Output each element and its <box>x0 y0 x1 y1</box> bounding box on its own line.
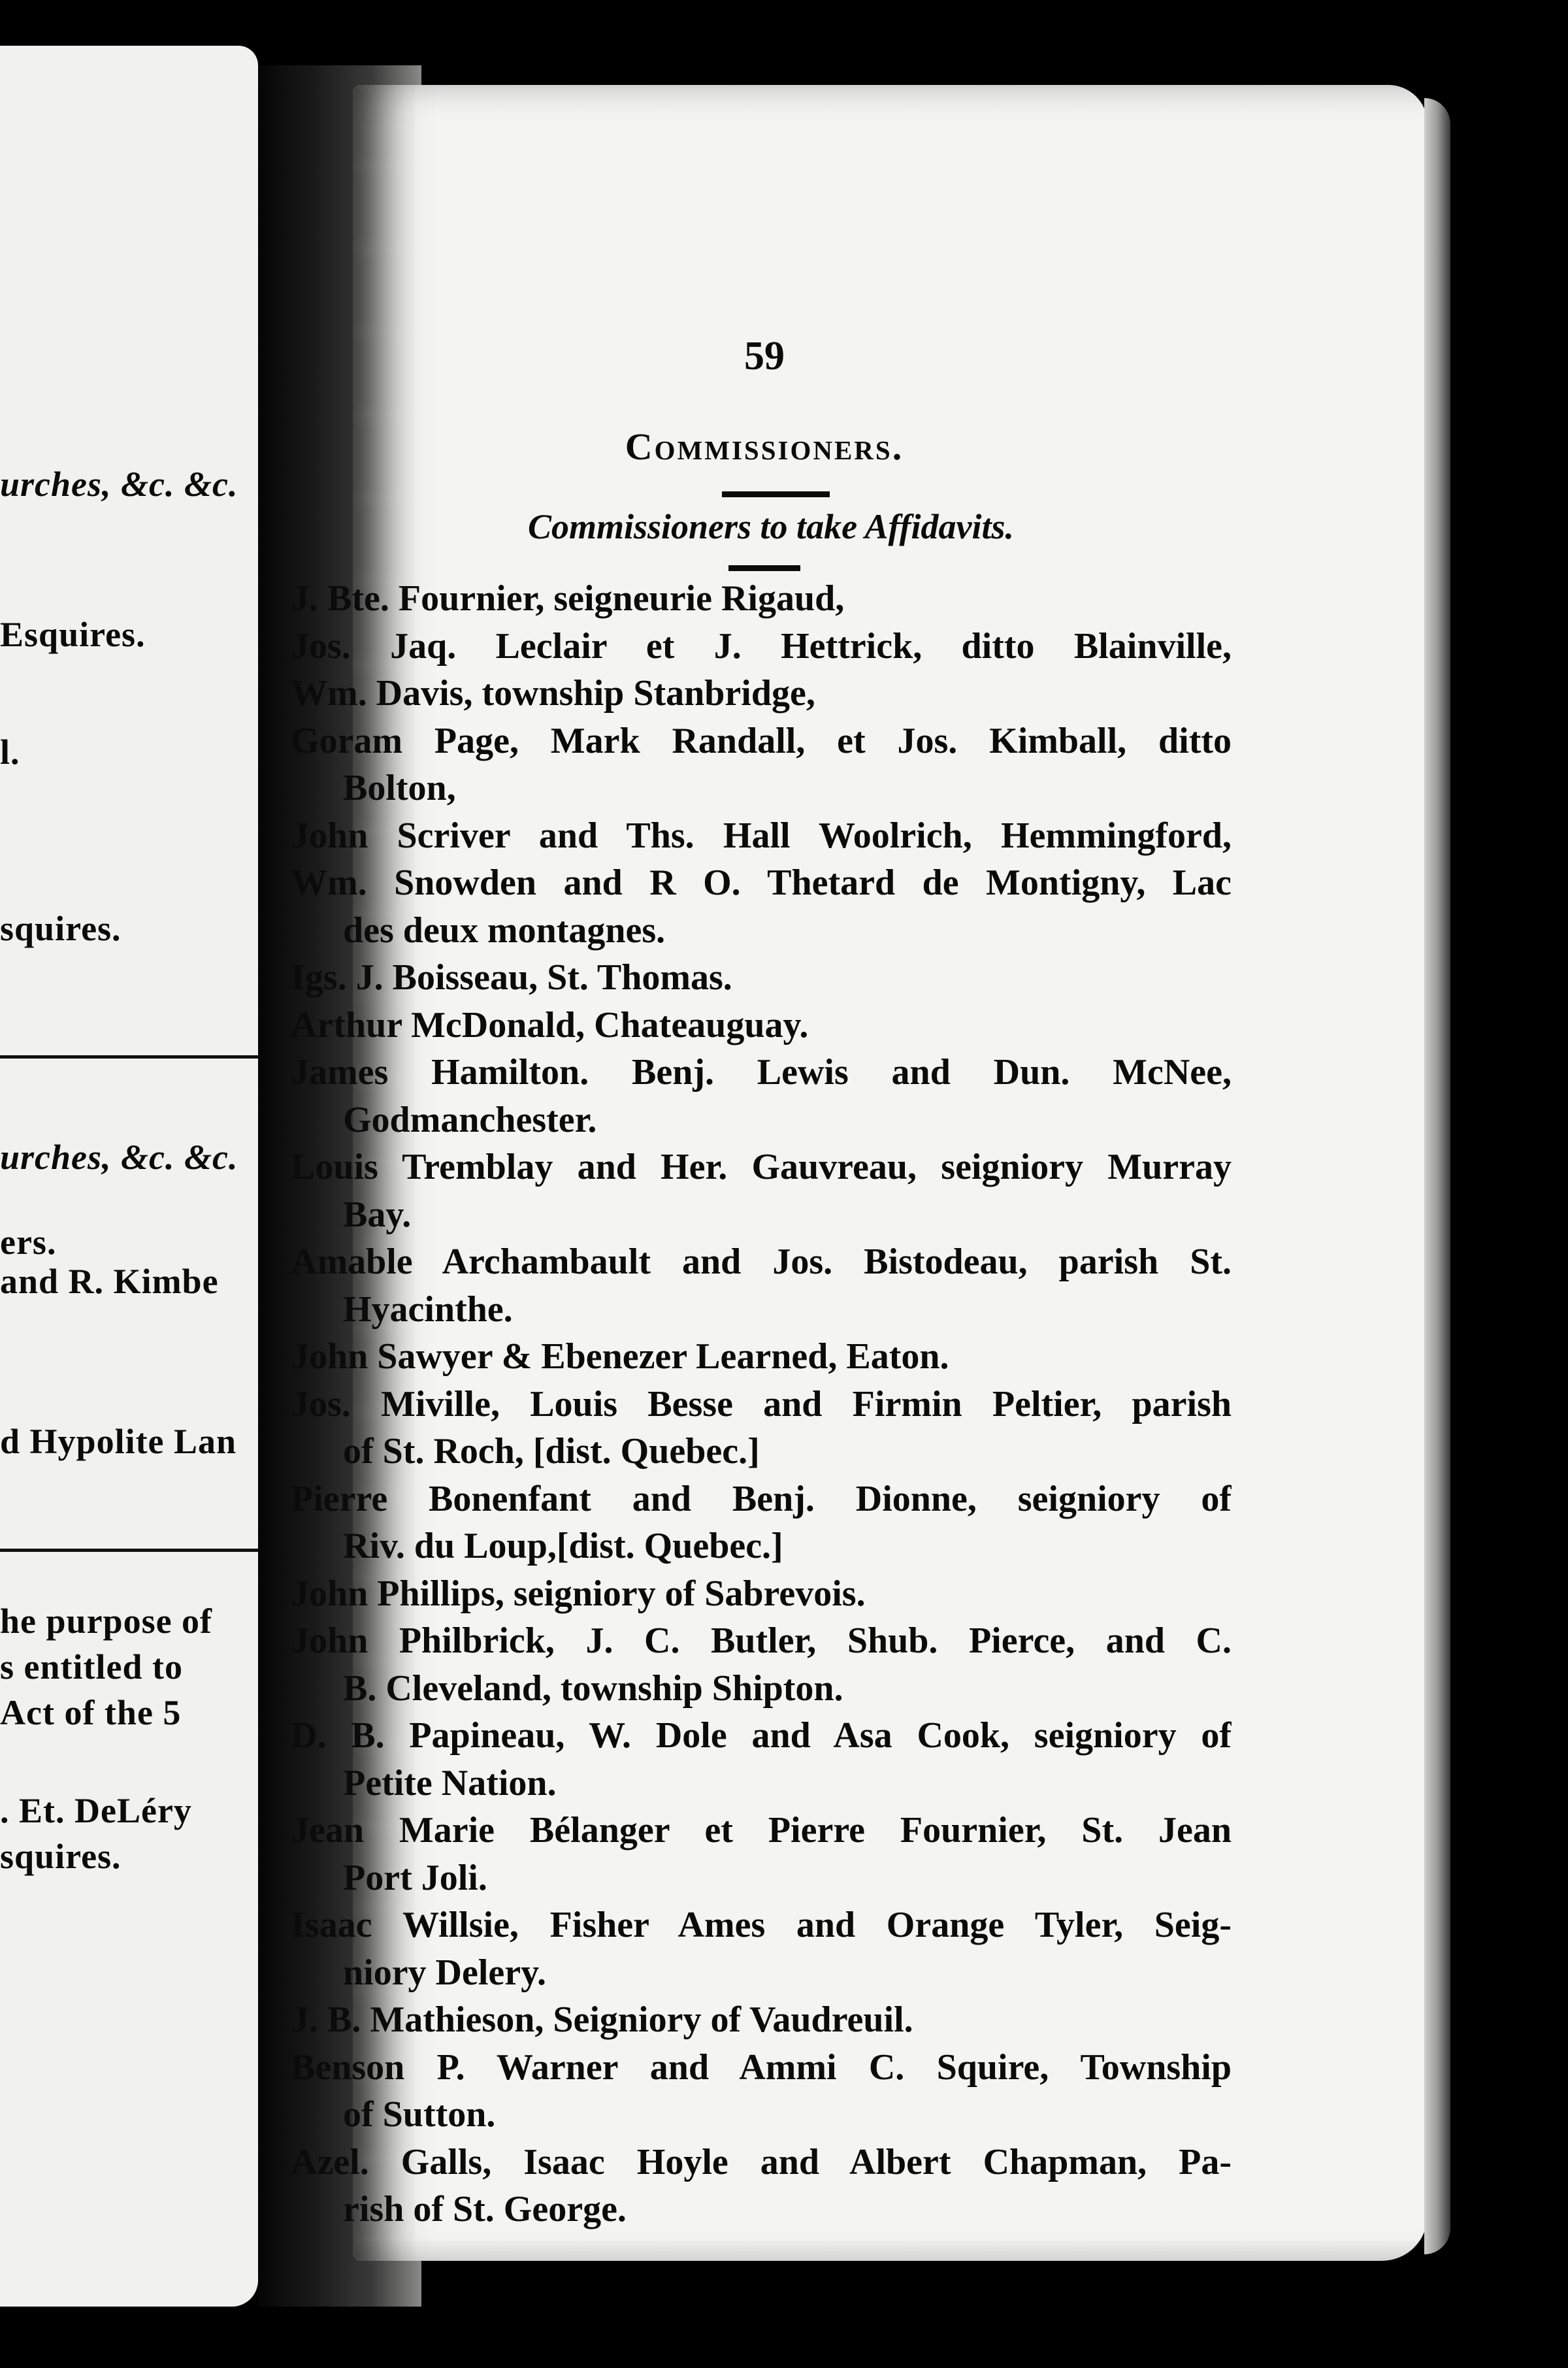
commissioner-entry-line: Riv. du Loup,[dist. Quebec.] <box>343 1526 783 1566</box>
commissioner-entry-line: J. Bte. Fournier, seigneurie Rigaud, <box>291 578 845 619</box>
left-page-line: urches, &c. &c. <box>0 465 238 504</box>
left-page-line: Act of the 5 <box>0 1693 182 1732</box>
commissioner-entry-line: Jos. Jaq. Leclair et J. Hettrick, ditto Blainville, <box>291 625 1232 666</box>
page-number: 59 <box>744 334 785 378</box>
commissioner-entry-line: Isaac Willsie, Fisher Ames and Orange Tyler, Seig- <box>291 1905 1232 1945</box>
commissioner-entry-line: B. Cleveland, township Shipton. <box>343 1668 843 1709</box>
left-page-line: squires. <box>0 1837 122 1876</box>
left-page <box>0 46 258 2307</box>
left-page-line: l. <box>0 732 20 772</box>
left-page-line: urches, &c. &c. <box>0 1138 238 1177</box>
left-page-line: he purpose of <box>0 1602 213 1641</box>
commissioner-entry-line: Louis Tremblay and Her. Gauvreau, seigniory Murray <box>291 1147 1232 1187</box>
commissioner-entry-line: Arthur McDonald, Chateauguay. <box>291 1004 809 1045</box>
commissioner-entry-line: Port Joli. <box>343 1857 487 1898</box>
left-page-line: d Hypolite Lan <box>0 1422 237 1461</box>
left-page-rule <box>0 1549 258 1552</box>
commissioner-entry-line: Amable Archambault and Jos. Bistodeau, parish St. <box>291 1242 1232 1282</box>
commissioner-entry-line: Bay. <box>343 1194 412 1235</box>
left-page-line: s entitled to <box>0 1647 183 1686</box>
commissioner-entry-line: of St. Roch, [dist. Quebec.] <box>343 1431 760 1472</box>
commissioner-entry-line: John Philbrick, J. C. Butler, Shub. Pierce, and C. <box>291 1620 1232 1661</box>
commissioner-entry-line: John Scriver and Ths. Hall Woolrich, Hemmingford, <box>291 815 1232 856</box>
subheading-rule <box>728 565 800 571</box>
left-page-line: and R. Kimbe <box>0 1262 219 1301</box>
left-page-line: . Et. DeLéry <box>0 1791 192 1830</box>
heading-rule <box>722 491 830 497</box>
left-page-line: squires. <box>0 909 122 948</box>
commissioner-list <box>291 575 1232 2233</box>
commissioner-entry-line: of Sutton. <box>343 2094 496 2135</box>
commissioner-entry-line: rish of St. George. <box>343 2189 627 2229</box>
commissioner-entry-line: Jean Marie Bélanger et Pierre Fournier, St. Jean <box>291 1810 1232 1850</box>
commissioner-entry-line: John Phillips, seigniory of Sabrevois. <box>291 1573 866 1614</box>
commissioner-entry-line: Jos. Miville, Louis Besse and Firmin Peltier, parish <box>291 1383 1232 1424</box>
commissioner-entry-line: Azel. Galls, Isaac Hoyle and Albert Chapman, Pa- <box>291 2141 1232 2182</box>
section-heading: Commissioners. <box>625 425 904 468</box>
left-page-rule <box>0 1055 258 1059</box>
page-edge <box>1424 98 1450 2254</box>
commissioner-entry-line: Godmanchester. <box>343 1099 597 1140</box>
commissioner-entry-line: John Sawyer & Ebenezer Learned, Eaton. <box>291 1336 949 1377</box>
section-subheading: Commissioners to take Affidavits. <box>527 507 1015 546</box>
commissioner-entry-line: J. B. Mathieson, Seigniory of Vaudreuil. <box>291 1999 913 2040</box>
commissioner-entry-line: Hyacinthe. <box>343 1289 513 1330</box>
commissioner-entry-line: Goram Page, Mark Randall, et Jos. Kimball, ditto <box>291 720 1232 761</box>
left-page-line: ers. <box>0 1223 57 1262</box>
commissioner-entry-line: Bolton, <box>343 768 456 808</box>
commissioner-entry-line: Pierre Bonenfant and Benj. Dionne, seigniory of <box>291 1478 1232 1519</box>
commissioner-entry-line: des deux montagnes. <box>343 910 666 951</box>
commissioner-entry-line: Igs. J. Boisseau, St. Thomas. <box>291 957 732 998</box>
commissioner-entry-line: Benson P. Warner and Ammi C. Squire, Township <box>291 2047 1232 2088</box>
commissioner-entry-line: Wm. Davis, township Stanbridge, <box>291 673 815 714</box>
commissioner-entry-line: James Hamilton. Benj. Lewis and Dun. McNee, <box>291 1052 1232 1093</box>
commissioner-entry-line: niory Delery. <box>343 1952 547 1993</box>
commissioner-entry-line: Wm. Snowden and R O. Thetard de Montigny, Lac <box>291 863 1232 903</box>
left-page-line: Esquires. <box>0 615 146 654</box>
commissioner-entry-line: Petite Nation. <box>343 1762 557 1803</box>
commissioner-entry-line: D. B. Papineau, W. Dole and Asa Cook, seigniory of <box>291 1715 1232 1756</box>
